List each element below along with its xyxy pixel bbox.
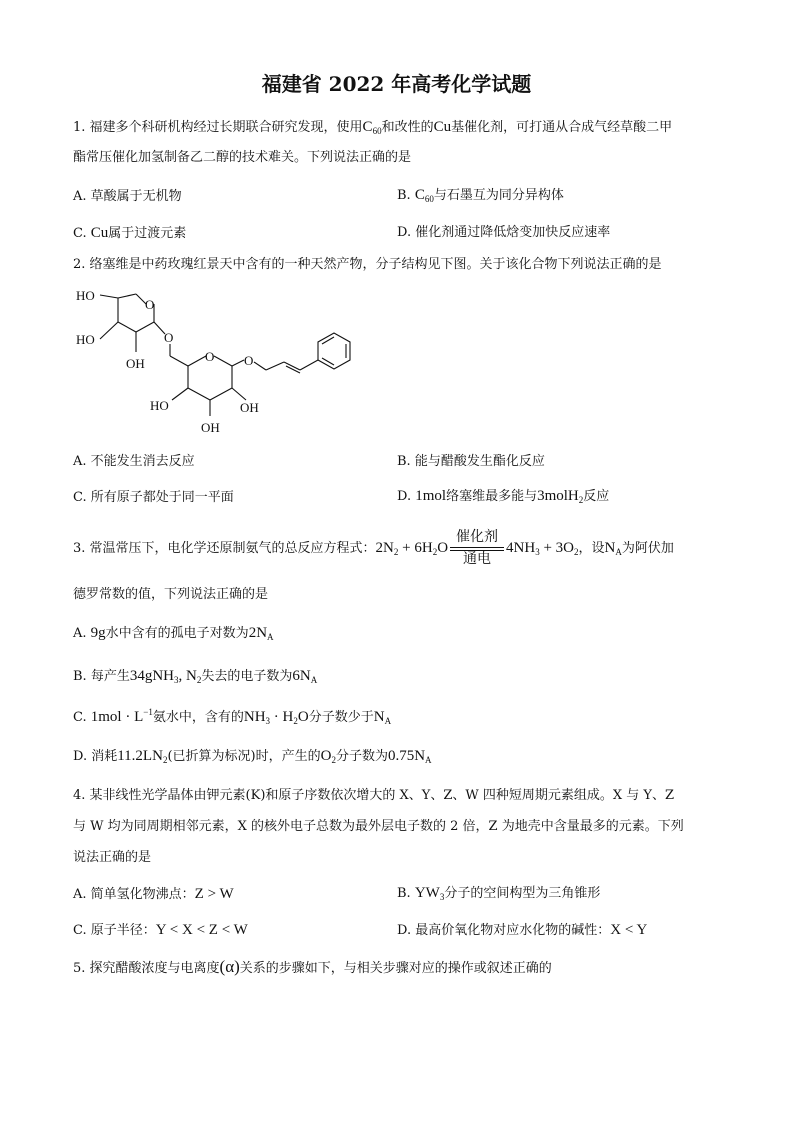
q2-ring1-o: O: [145, 297, 155, 312]
q1-option-c: C. Cu属于过渡元素: [73, 225, 187, 241]
q2-option-b: B. 能与醋酸发生酯化反应: [397, 454, 545, 469]
q2-option-a: A. 不能发生消去反应: [73, 454, 195, 469]
q2-stem: 2. 络塞维是中药玫瑰红景天中含有的一种天然产物，分子结构见下图。关于该化合物下列说法正确的是: [73, 257, 662, 272]
q3-stem-line2: 德罗常数的值，下列说法正确的是: [73, 587, 269, 602]
q4-option-b: B. $YW_3$分子的空间构型为三角锥形: [397, 885, 601, 902]
q1-text-c: 基催化剂，可打通从合成气经草酸二甲: [451, 120, 673, 135]
q4-option-d: D. 最高价氧化物对应水化物的碱性：X < Y: [397, 922, 648, 938]
q2-ho-label-3: HO: [150, 398, 169, 413]
q3-reaction-condition: $\frac{\text{催化剂}}{\text{通电}}$: [450, 529, 504, 569]
q3-option-c: C. $1mol \cdot L^{-1}$氨水中，含有的$NH_3 \cdot H_2O$分子数少于$N_A$: [73, 707, 392, 726]
q3-equation: $2N_2 + 6H_2O$ $\frac{\text{催化剂}}{\text{通电}}$ $4NH_3 + 3O_2$: [375, 529, 579, 567]
q4-stem-line2: 与 W 均为同周期相邻元素，X 的核外电子总数为最外层电子数的 2 倍，Z 为地壳中含量最多的元素。下列: [73, 819, 684, 834]
q2-molecule-structure: [70, 282, 370, 442]
page-title: 福建省 2022 年高考化学试题: [261, 72, 532, 96]
q2-ring2-o: O: [205, 349, 215, 364]
q4-option-c: C. 原子半径：Y < X < Z < W: [73, 922, 248, 938]
q1-stem-line1: [73, 118, 672, 137]
q3-option-b: B. 每产生34gNH$_3$, $N_2$失去的电子数为$6N_A$: [73, 668, 318, 685]
q2-oh-label-1: OH: [126, 356, 145, 371]
q3-option-d: D. 消耗$11.2LN_2$(已折算为标况)时，产生的$O_2$分子数为$0.75N_A$: [73, 748, 432, 765]
q3-option-a: A. 9g水中含有的孤电子对数为$2N_A$: [73, 625, 274, 642]
q3-stem-line1: 3. 常温常压下，电化学还原制氨气的总反应方程式：$2N_2 + 6H_2O$ $\frac{\text{催化剂}}{\text{通电}}$ $4NH_3 + 3O_2$，设$N_A$为阿伏加: [73, 529, 674, 567]
q2-option-d: D. 1mol络塞维最多能与3molH$_2$反应: [397, 488, 610, 505]
q2-oh-label-2: OH: [240, 400, 259, 415]
q1-text-b: 和改性的: [381, 120, 434, 135]
q1-option-d: D. 催化剂通过降低焓变加快反应速率: [397, 225, 611, 240]
q4-stem-line3: 说法正确的是: [73, 850, 152, 865]
q1-text-a: 1. 福建多个科研机构经过长期联合研究发现，使用: [73, 120, 363, 135]
q2-ho-label-1: HO: [76, 288, 95, 303]
q2-link-o: O: [164, 330, 174, 345]
q5-stem: 5. 探究醋酸浓度与电离度(α)关系的步骤如下，与相关步骤对应的操作或叙述正确的: [73, 957, 552, 976]
q4-option-a: A. 简单氢化物沸点：Z > W: [73, 886, 234, 902]
q1-cu: Cu: [433, 119, 452, 135]
q1-stem-line2: 酯常压催化加氢制备乙二醇的技术难关。下列说法正确的是: [73, 150, 412, 165]
q2-oh-label-3: OH: [201, 420, 220, 435]
q2-ether-o: O: [244, 353, 254, 368]
q4-stem-line1: 4. 某非线性光学晶体由钾元素(K)和原子序数依次增大的 X、Y、Z、W 四种短周期元素组成。X 与 Y、Z: [73, 788, 675, 803]
q2-option-c: C. 所有原子都处于同一平面: [73, 490, 234, 505]
q1-option-a: A. 草酸属于无机物: [73, 189, 182, 204]
q2-ho-label-2: HO: [76, 332, 95, 347]
q1-option-b: B. $C_{60}$与石墨互为同分异构体: [397, 187, 564, 204]
q1-c60: $C_{60}$: [362, 119, 382, 136]
